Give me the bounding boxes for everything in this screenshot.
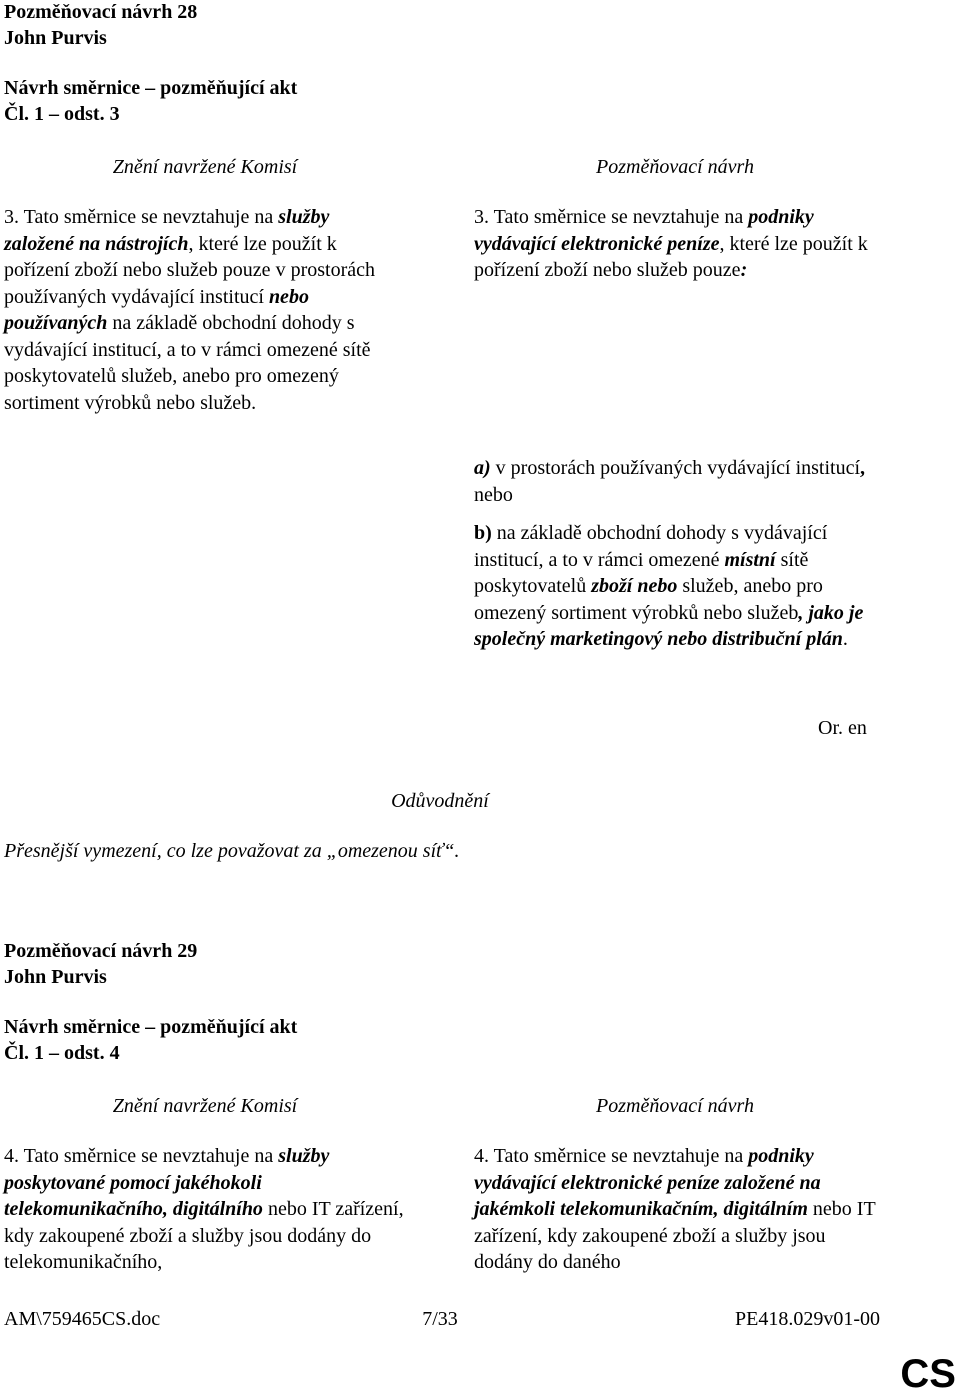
text-run: služby poskytované pomocí jakéhokoli telekomunikačního, digitálního xyxy=(4,1145,330,1220)
amendment-29-title: Pozměňovací návrh 29 xyxy=(4,940,198,962)
am29-amendment-text xyxy=(474,1143,884,1276)
am29-right-column-header: Pozměňovací návrh xyxy=(596,1095,754,1117)
text-run: 4. Tato směrnice se nevztahuje na xyxy=(474,1145,749,1167)
text-run: sítě poskytovatelů xyxy=(474,548,809,597)
text-run: nebo IT zařízení, kdy zakoupené zboží a služby jsou dodány do daného xyxy=(474,1198,876,1273)
am28-amendment-point-a xyxy=(474,455,884,508)
text-run: , xyxy=(860,457,866,479)
original-language: Or. en xyxy=(818,717,867,739)
text-run: místní xyxy=(724,548,776,571)
amendment-29-article: Čl. 1 – odst. 4 xyxy=(4,1042,120,1064)
amendment-29-proposal: Návrh směrnice – pozměňující akt xyxy=(4,1016,298,1038)
text-run: . xyxy=(842,628,848,650)
amendment-28-article: Čl. 1 – odst. 3 xyxy=(4,103,120,125)
text-run: nebo IT zařízení, kdy zakoupené zboží a služby jsou dodány do telekomunikačního, xyxy=(4,1198,404,1273)
am29-left-column-header: Znění navržené Komisí xyxy=(112,1095,298,1117)
text-run: služby založené na nástrojích xyxy=(4,206,330,255)
text-run: na základě obchodní dohody s vydávající institucí, a to v rámci omezené sítě poskytovatelů služeb, anebo pro omezený sortiment výrobků nebo služeb. xyxy=(4,312,371,414)
text-run: , jako je společný marketingový nebo distribuční plán xyxy=(474,601,864,650)
justification-header: Odůvodnění xyxy=(391,790,489,812)
text-run: podniky vydávající elektronické peníze založené na jakémkoli telekomunikačním, digitálním xyxy=(474,1145,821,1220)
text-run: 4. Tato směrnice se nevztahuje na xyxy=(4,1145,279,1167)
text-run: na základě obchodní dohody s vydávající institucí, a to v rámci omezené xyxy=(474,522,828,571)
am28-commission-text xyxy=(4,204,404,416)
text-run: b) xyxy=(474,522,492,544)
text-run: a) xyxy=(474,457,491,479)
text-run: , které lze použít k pořízení zboží nebo služeb pouze xyxy=(474,232,868,281)
text-run: 3. Tato směrnice se nevztahuje na xyxy=(474,206,749,228)
amendment-28-proposal: Návrh směrnice – pozměňující akt xyxy=(4,77,298,99)
text-run: služeb, anebo pro omezený sortiment výrobků nebo služeb xyxy=(474,575,823,624)
text-run: nebo používaných xyxy=(4,285,309,334)
am28-amendment-point-b xyxy=(474,520,884,653)
am28-amendment-intro xyxy=(474,204,884,284)
text-run: v prostorách používaných vydávající institucí xyxy=(490,457,861,479)
footer-page-number: 7/33 xyxy=(422,1308,458,1330)
amendment-28-title: Pozměňovací návrh 28 xyxy=(4,1,198,23)
amendment-28-author: John Purvis xyxy=(4,27,107,49)
am29-commission-text xyxy=(4,1143,404,1276)
am28-left-column-header: Znění navržené Komisí xyxy=(112,156,298,178)
text-run: nebo xyxy=(474,483,513,506)
text-run: 3. Tato směrnice se nevztahuje na xyxy=(4,206,279,228)
text-run: zboží nebo xyxy=(591,575,678,597)
text-run: podniky vydávající elektronické peníze xyxy=(474,206,814,255)
amendment-29-author: John Purvis xyxy=(4,966,107,988)
footer-doc-ref: AM\759465CS.doc xyxy=(4,1308,161,1330)
text-run: , které lze použít k pořízení zboží nebo služeb pouze v prostorách používaných vydávající institucí xyxy=(4,232,375,308)
footer-pe-ref: PE418.029v01-00 xyxy=(735,1308,880,1330)
am28-right-column-header: Pozměňovací návrh xyxy=(596,156,754,178)
justification-text: Přesnější vymezení, co lze považovat za „omezenou síť“. xyxy=(4,840,460,862)
text-run: : xyxy=(740,259,748,281)
language-code-mark: CS xyxy=(900,1352,956,1396)
